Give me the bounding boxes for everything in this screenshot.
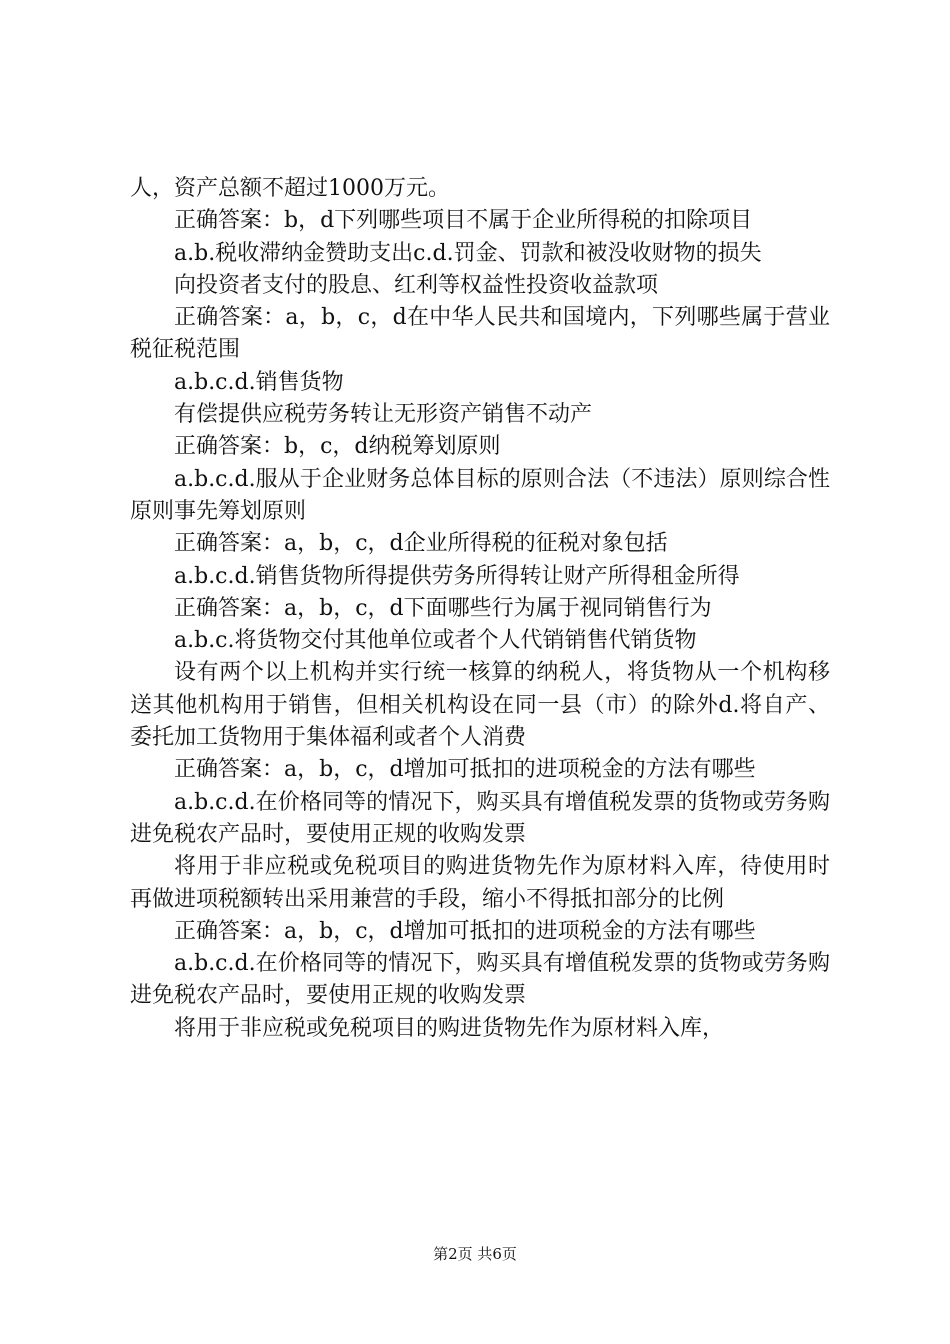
paragraph-2: a.b.税收滞纳金赞助支出c.d.罚金、罚款和被没收财物的损失: [174, 240, 762, 266]
paragraph-3: 向投资者支付的股息、红利等权益性投资收益款项: [174, 272, 659, 298]
paragraph-13: 设有两个以上机构并实行统一核算的纳税人，将货物从一个机构移送其他机构用于销售，但相关机构设在同一县（市）的除外d.将自产、委托加工货物用于集体福利或者个人消费: [130, 660, 830, 751]
paragraph-18: a.b.c.d.在价格同等的情况下，购买具有增值税发票的货物或劳务购进免税农产品时，要使用正规的收购发票: [130, 951, 830, 1009]
paragraph-16: 将用于非应税或免税项目的购进货物先作为原材料入库，待使用时再做进项税额转出采用兼营的手段，缩小不得抵扣部分的比例: [130, 854, 830, 912]
paragraph-8: a.b.c.d.服从于企业财务总体目标的原则合法（不违法）原则综合性原则事先筹划原则: [130, 466, 830, 524]
paragraph-15: a.b.c.d.在价格同等的情况下，购买具有增值税发票的货物或劳务购进免税农产品时，要使用正规的收购发票: [130, 789, 830, 847]
paragraph-4: 正确答案：a，b，c，d在中华人民共和国境内，下列哪些属于营业税征税范围: [130, 305, 830, 363]
paragraph-1: 正确答案：b，d下列哪些项目不属于企业所得税的扣除项目: [174, 208, 753, 234]
paragraph-17: 正确答案：a，b，c，d增加可抵扣的进项税金的方法有哪些: [174, 918, 756, 944]
paragraph-6: 有偿提供应税劳务转让无形资产销售不动产: [174, 402, 593, 428]
paragraph-12: a.b.c.将货物交付其他单位或者个人代销销售代销货物: [174, 628, 697, 654]
paragraph-10: a.b.c.d.销售货物所得提供劳务所得转让财产所得租金所得: [174, 563, 740, 589]
paragraph-14: 正确答案：a，b，c，d增加可抵扣的进项税金的方法有哪些: [174, 757, 756, 783]
page-number-label: 第2页 共6页: [433, 1245, 517, 1263]
paragraph-11: 正确答案：a，b，c，d下面哪些行为属于视同销售行为: [174, 595, 712, 621]
paragraph-19: 将用于非应税或免税项目的购进货物先作为原材料入库，: [174, 1015, 725, 1041]
page-footer: [0, 1244, 950, 1264]
paragraph-0: 人，资产总额不超过1000万元。: [130, 176, 450, 201]
document-body: [130, 173, 830, 1045]
paragraph-9: 正确答案：a，b，c，d企业所得税的征税对象包括: [174, 531, 668, 557]
paragraph-7: 正确答案：b，c，d纳税筹划原则: [174, 434, 501, 460]
paragraph-5: a.b.c.d.销售货物: [174, 369, 344, 395]
